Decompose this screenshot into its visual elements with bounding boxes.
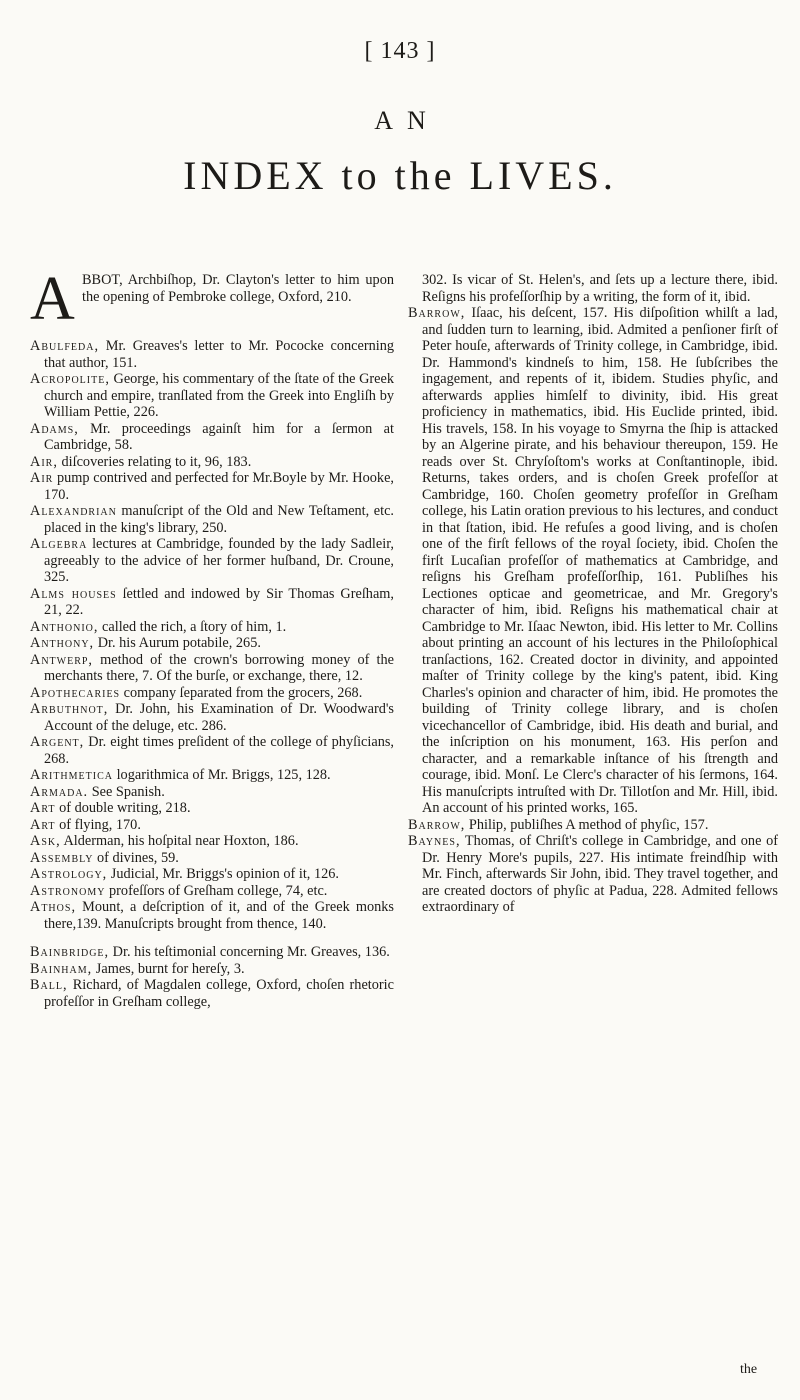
right-column	[408, 272, 778, 916]
entry-headword: Ask,	[30, 833, 61, 849]
index-entry	[30, 503, 394, 536]
entry-headword: Barrow,	[408, 816, 466, 833]
index-entry	[30, 635, 394, 652]
drop-cap: A	[30, 265, 75, 333]
entry-headword: Astrology,	[30, 866, 108, 882]
entry-text: profeſſors of Greſham college, 74, etc.	[105, 882, 328, 899]
index-entry	[30, 652, 394, 685]
entry-headword: Apothecaries	[30, 684, 121, 701]
entry-text: Philip, publiſhes A method of phyſic, 157.	[465, 816, 709, 833]
section-gap	[30, 932, 394, 944]
entry-headword: Ball,	[30, 977, 68, 993]
entry-headword: Astronomy	[30, 882, 106, 899]
entry-headword: Art	[30, 816, 56, 833]
entry-text: See Spanish.	[88, 783, 165, 800]
index-entry	[30, 421, 394, 454]
entry-text: Dr. his teſtimonial concerning Mr. Greaves, 136.	[109, 944, 390, 960]
index-entry	[30, 817, 394, 834]
entry-headword: Anthonio,	[30, 618, 99, 635]
page-number: [ 143 ]	[364, 38, 436, 64]
entry-text: Dr. his Aurum potabile, 265.	[94, 635, 261, 651]
entry-text: of flying, 170.	[55, 816, 141, 833]
index-entry	[30, 338, 394, 371]
index-entry	[30, 866, 394, 883]
entry-headword: Arbuthnot,	[30, 701, 109, 717]
entry-headword: Anthony,	[30, 635, 95, 651]
entry-text: George, his commentary of the ſtate of the Greek church and empire, tranſlated from the Greek into Engliſh by William Pettie, 226.	[44, 371, 394, 420]
entry-text: Alderman, his hoſpital near Hoxton, 186.	[60, 833, 299, 849]
index-entry	[30, 371, 394, 421]
index-title: INDEX to the LIVES.	[183, 153, 617, 198]
entry-headword: Athos,	[30, 899, 77, 915]
index-entry	[30, 454, 394, 471]
entry-text: diſcoveries relating to it, 96, 183.	[57, 453, 252, 470]
index-entry	[30, 833, 394, 850]
left-column	[30, 265, 394, 1010]
entry-headword: Air	[30, 470, 54, 486]
index-entry	[30, 734, 394, 767]
index-entry	[30, 850, 394, 867]
entry-text: Dr. John, his Examination of Dr. Woodward's Account of the deluge, etc. 286.	[44, 701, 394, 734]
entry-text: 302. Is vicar of St. Helen's, and ſets up a lecture there, ibid. Reſigns his profeſſorſhip by a writing, the form of it, ibid.	[422, 272, 778, 305]
entry-text: Iſaac, his deſcent, 157. His diſpoſition whilſt a lad, and ſudden turn to learning, ibid. Admited a penſioner firſt of Peter houſe, afterwards of Trinity college, in Cambridge, ibid. Dr. Hammond's kindneſs to him, 158. He ſubſcribes the ingagement, and repents of it, ibidem. Studies phyſic, and afterwards applies himſelf to divinity, ibid. His great proficiency in mathematics, ibid. His Euclide printed, ibid. His travels, 158. In his voyage to Smyrna the ſhip is attacked by an Algerine pirate, and his behaviour thereupon, 159. He reads over St. Chryſoſtom's works at Conſtantinople, ibid. Returns, takes orders, and is choſen Greek profeſſor at Cambridge, 160. Choſen geometry profeſſor in Greſham college, his Latin oration previous to his lectures, and conduct in that ſtation, ibid. He refuſes a good living, and is choſen one of the firſt fellows of the royal ſociety, ibid. Choſen the firſt Lucaſian profeſſor of mathematics at Cambridge, and reſigns his Greſham profeſſorſhip, 161. Publiſhes his Lectiones opticae and geometricae, and Mr. Gregory's character of him, ibid. Reſigns his mathematical chair at Cambridge to Mr. Iſaac Newton, ibid. His letter to Mr. Collins about printing an account of his lectures in the Philoſophical tranſactions, 162. Created doctor in divinity, and appointed maſter of Trinity college by the king's patent, ibid. King Charles's opinion and character of him, ibid. He promotes the building of Trinity college library, and is choſen vicechancellor of Cambridge, ibid. His death and burial, and the inſcription on his monument, 163. His perſon and character, and a remarkable inſtance of his ſtrength and courage, ibid. Monſ. Le Clerc's character of his ſermons, 164. His manuſcripts intruſted with Dr. Tillotſon and Mr. Hill, ibid. An account of his printed works, 165.	[422, 305, 778, 816]
entry-text: Mr. proceedings againſt him for a ſermon at Cambridge, 58.	[44, 420, 394, 453]
index-entry	[30, 536, 394, 586]
entry-headword: Bainham,	[30, 960, 93, 977]
index-entry	[30, 899, 394, 932]
entry-headword: Assembly	[30, 849, 94, 866]
entry-headword: Air,	[30, 453, 58, 470]
index-entry	[30, 586, 394, 619]
entry-headword: Abulfeda,	[30, 338, 100, 354]
entry-text: Judicial, Mr. Briggs's opinion of it, 126.	[107, 866, 339, 882]
index-entry	[30, 944, 394, 961]
index-entry	[30, 883, 394, 900]
entry-text: lectures at Cambridge, founded by the lady Sadleir, agreeably to the advice of her former huſband, Dr. Croune, 325.	[44, 536, 394, 585]
index-entry	[408, 817, 778, 834]
entry-headword: Algebra	[30, 536, 88, 552]
index-entry	[30, 767, 394, 784]
index-entry	[30, 470, 394, 503]
entry-text: Richard, of Magdalen college, Oxford, choſen rhetoric profeſſor in Greſham college,	[44, 977, 394, 1010]
entry-headword: Adams,	[30, 420, 79, 437]
entry-text: logarithmica of Mr. Briggs, 125, 128.	[113, 767, 331, 783]
index-entry	[408, 305, 778, 817]
entry-text: of double writing, 218.	[55, 800, 191, 816]
index-entry	[30, 784, 394, 801]
entry-headword: Bainbridge,	[30, 944, 110, 960]
index-entry	[30, 265, 394, 338]
entry-headword: Armada.	[30, 783, 89, 800]
entry-text: Mount, a deſcription of it, and of the Greek monks there,139. Manuſcripts brought from thence, 140.	[44, 899, 394, 932]
index-entry-continued	[408, 272, 778, 305]
index-entry	[30, 961, 394, 978]
entry-text: company ſeparated from the grocers, 268.	[120, 684, 363, 701]
catchword: the	[740, 1362, 758, 1377]
entry-headword: Art	[30, 800, 56, 816]
entry-text: Dr. eight times preſident of the college of phyſicians, 268.	[44, 734, 394, 767]
entry-headword: Acropolite,	[30, 371, 110, 387]
index-entry	[30, 701, 394, 734]
entry-headword: Antwerp,	[30, 651, 94, 668]
index-entry	[30, 619, 394, 636]
entry-text: ſettled and indowed by Sir Thomas Greſham, 21, 22.	[44, 585, 394, 618]
entry-headword: Alms houses	[30, 585, 117, 602]
entry-headword: Alexandrian	[30, 503, 117, 519]
entry-headword: Baynes,	[408, 833, 461, 849]
index-entry	[30, 800, 394, 817]
entry-headword: Argent,	[30, 734, 85, 750]
index-entry	[408, 833, 778, 916]
entry-text: Thomas, of Chriſt's college in Cambridge, and one of Dr. Henry More's pupils, 227. His intimate freindſhip with Mr. Finch, afterwards Sir John, ibid. They travel together, and are created doctors of phyſic at Padua, 228. Admited fellows extraordinary of	[422, 833, 778, 915]
index-entry	[30, 977, 394, 1010]
entry-text: of divines, 59.	[93, 849, 179, 866]
heading-an: AN	[374, 106, 440, 135]
entry-text: method of the crown's borrowing money of the merchants there, 7. Of the burſe, or exchange, there, 12.	[44, 651, 394, 684]
entry-text: Mr. Greaves's letter to Mr. Pococke concerning that author, 151.	[44, 338, 394, 371]
entry-headword: Barrow,	[408, 305, 466, 321]
entry-headword: Arithmetica	[30, 767, 113, 783]
entry-text: manuſcript of the Old and New Teſtament, etc. placed in the king's library, 250.	[44, 503, 394, 536]
index-entry	[30, 685, 394, 702]
entry-text: called the rich, a ſtory of him, 1.	[98, 618, 287, 635]
entry-text: pump contrived and perfected for Mr.Boyle by Mr. Hooke, 170.	[44, 470, 394, 503]
entry-text: BBOT, Archbiſhop, Dr. Clayton's letter to him upon the opening of Pembroke college, Oxford, 210.	[82, 272, 394, 305]
entry-text: James, burnt for hereſy, 3.	[92, 960, 245, 977]
